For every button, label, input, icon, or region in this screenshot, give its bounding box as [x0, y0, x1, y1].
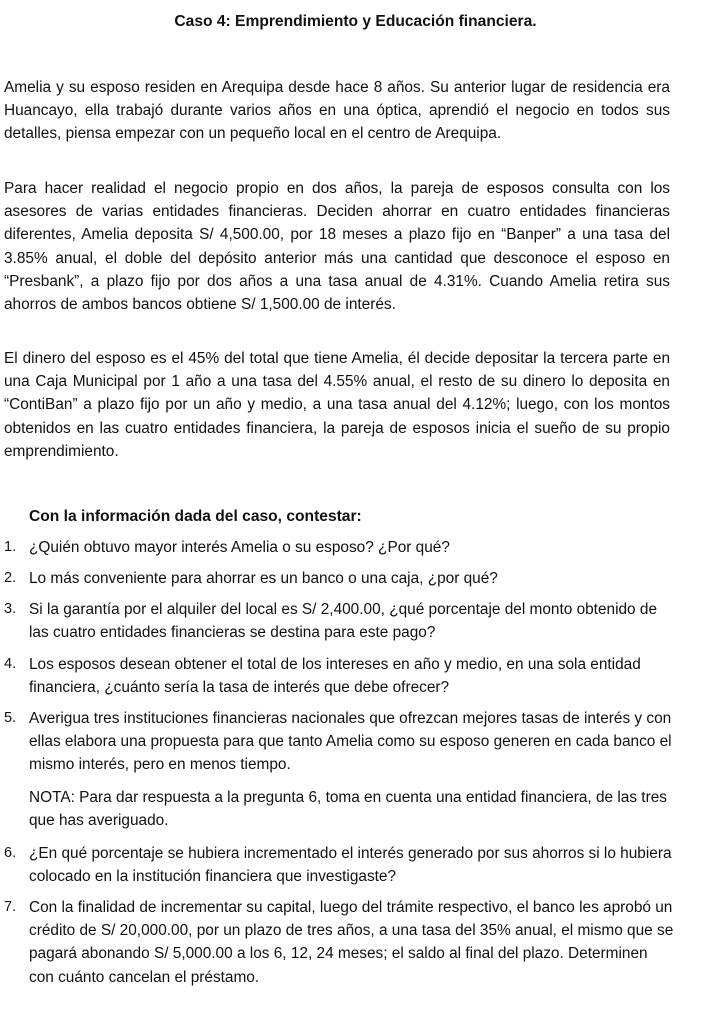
question-number: 3.: [4, 601, 17, 617]
question-number: 1.: [4, 539, 17, 555]
question-number: 5.: [4, 710, 17, 726]
question-item: [4, 567, 676, 590]
question-number: 4.: [4, 656, 17, 672]
question-item: [4, 536, 676, 559]
paragraph-intro: Amelia y su esposo residen en Arequipa desde hace 8 años. Su anterior lugar de residencia era Huancayo, ella trabajó durante varios años en una óptica, aprendió el negocio en todos sus detalles, piensa empezar con un pequeño local en el centro de Arequipa.: [4, 79, 670, 143]
question-item: [4, 707, 676, 777]
question-item: [4, 896, 676, 989]
question-text: Si la garantía por el alquiler del local es S/ 2,400.00, ¿qué porcentaje del monto obtenido de las cuatro entidades financieras se destina para este pago?: [29, 601, 658, 642]
question-text: Los esposos desean obtener el total de los intereses en año y medio, en una sola entidad financiera, ¿cuánto sería la tasa de interés que debe ofrecer?: [29, 656, 641, 697]
question-item: [4, 653, 676, 699]
question-text: ¿En qué porcentaje se hubiera incrementado el interés generado por sus ahorros si lo hubiera colocado en la institución financiera que investigaste?: [29, 845, 672, 886]
paragraph-husband-savings: El dinero del esposo es el 45% del total que tiene Amelia, él decide depositar la tercera parte en una Caja Municipal por 1 año a una tasa del 4.55% anual, el resto de su dinero lo deposita en “ContiBan” a plazo fijo por un año y medio, a una tasa anual del 4.12%; luego, con los montos obtenidos en las cuatro entidades financiera, la pareja de esposos inicia el sueño de su propio emprendimiento.: [4, 350, 670, 460]
question-text: Averigua tres instituciones financieras nacionales que ofrezcan mejores tasas de interés y con ellas elabora una propuesta para que tanto Amelia como su esposo generen en cada banco el mismo interés, pero en menos tiempo.: [29, 710, 672, 774]
question-number: 2.: [4, 570, 17, 586]
question-text: Con la finalidad de incrementar su capital, luego del trámite respectivo, el banco les aprobó un crédito de S/ 20,000.00, por un plazo de tres años, a una tasa del 35% anual, el mismo que se pagará abonando S/ 5,000.00 a los 6, 12, 24 meses; el saldo al final del plazo. Determinen con cuánto cancelan el préstamo.: [29, 899, 674, 986]
question-item: [4, 598, 676, 644]
note-text: NOTA: Para dar respuesta a la pregunta 6, toma en cuenta una entidad financiera, de las tres que has averiguado.: [29, 789, 667, 830]
question-number: 7.: [4, 899, 17, 915]
question-text: Lo más conveniente para ahorrar es un banco o una caja, ¿por qué?: [29, 570, 498, 587]
questions-heading: Con la información dada del caso, contestar:: [29, 508, 362, 525]
paragraph-amelia-savings: Para hacer realidad el negocio propio en dos años, la pareja de esposos consulta con los asesores de varias entidades financieras. Deciden ahorrar en cuatro entidades financieras diferentes, Amelia deposita S/ 4,500.00, por 18 meses a plazo fijo en “Banper” a una tasa del 3.85% anual, el doble del depósito anterior más una cantidad que desconoce el esposo en “Presbank”, a plazo fijo por dos años a una tasa anual de 4.31%. Cuando Amelia retira sus ahorros de ambos bancos obtiene S/ 1,500.00 de interés.: [4, 180, 670, 314]
question-text: ¿Quién obtuvo mayor interés Amelia o su esposo? ¿Por qué?: [29, 539, 450, 556]
question-number: 6.: [4, 845, 17, 861]
question-item: [4, 842, 676, 888]
page-title: Caso 4: Emprendimiento y Educación financiera.: [174, 13, 537, 30]
